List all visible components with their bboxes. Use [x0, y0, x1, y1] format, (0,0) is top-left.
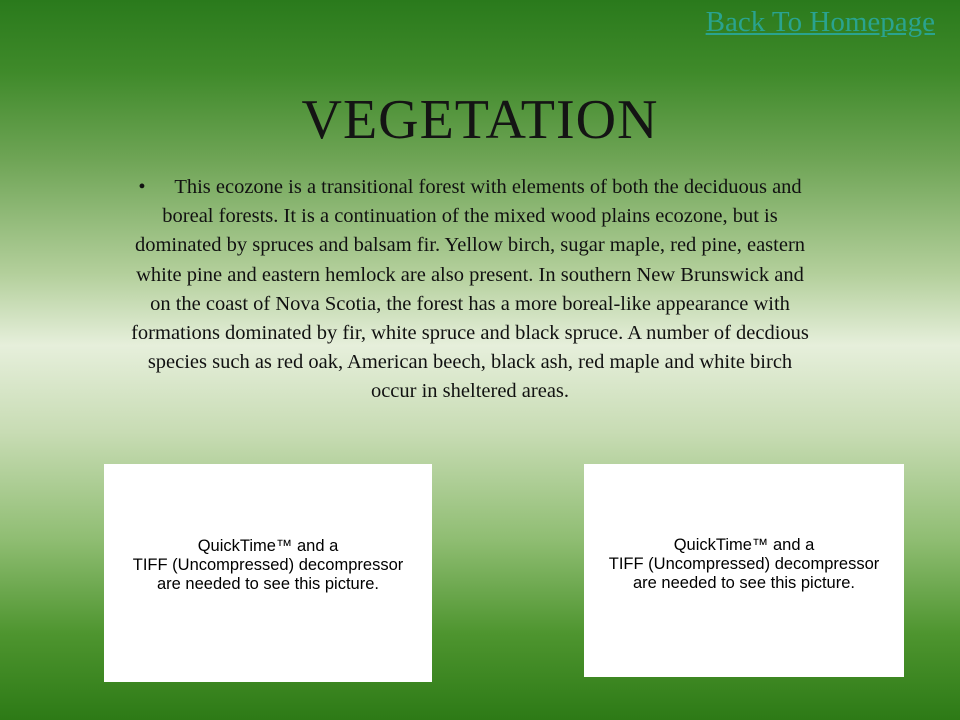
placeholder-line: are needed to see this picture. [633, 574, 855, 592]
placeholder-line: QuickTime™ and a [673, 536, 815, 554]
placeholder-line: QuickTime™ and a [197, 537, 339, 555]
slide-title: VEGETATION [301, 89, 659, 151]
placeholder-line: TIFF (Uncompressed) decompressor [608, 555, 880, 573]
bullet-point: • [138, 176, 146, 198]
quicktime-image-placeholder-left [104, 464, 432, 682]
quicktime-image-placeholder-right [584, 464, 904, 677]
back-to-homepage-link[interactable]: Back To Homepage [705, 6, 935, 38]
vegetation-paragraph: This ecozone is a transitional forest with elements of both the deciduous and boreal forests. It is a continuation of the mixed wood plains ecozone, but is dominated by spruces and balsam fir. Yellow birch, sugar maple, red pine, eastern white pine and eastern hemlock are also present. In southern New Brunswick and on the coast of Nova Scotia, the forest has a more boreal-like appearance with formations dominated by fir, white spruce and black spruce. A number of decdious species such as red oak, American beech, black ash, red maple and white birch occur in sheltered areas. [131, 176, 809, 403]
placeholder-line: TIFF (Uncompressed) decompressor [132, 556, 404, 574]
placeholder-line: are needed to see this picture. [157, 575, 379, 593]
slide-body-text [130, 173, 810, 407]
